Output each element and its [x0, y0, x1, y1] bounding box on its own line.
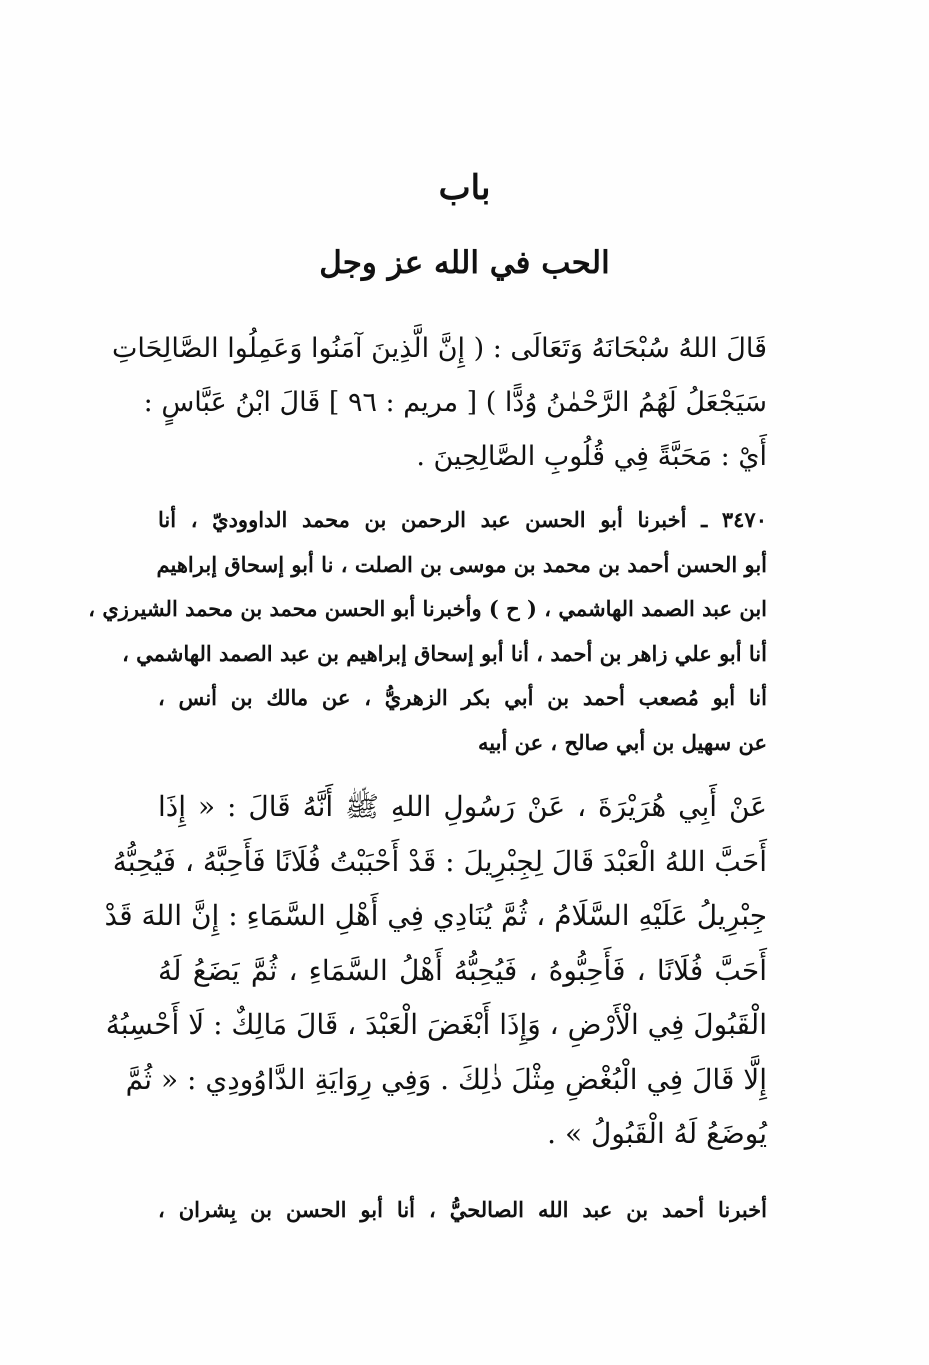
isnad-line: أنا أبو مُصعب أحمد بن أبي بكر الزهريُّ ، عن مالك بن أنس ،	[158, 685, 767, 710]
quran-paragraph	[112, 322, 767, 484]
hadith-paragraph	[104, 780, 767, 1162]
isnad-paragraph	[88, 498, 767, 765]
isnad-line: عن سهيل بن أبي صالح ، عن أبيه	[478, 729, 767, 755]
chapter-label: باب	[438, 168, 491, 208]
quran-line: أَيْ : مَحَبَّةً فِي قُلُوبِ الصَّالِحِينَ .	[416, 441, 767, 472]
isnad-line: ٣٤٧٠ ـ أخبرنا أبو الحسن عبد الرحمن بن محمد الداووديّ ، أنا	[158, 507, 767, 532]
hadith-line: الْقَبُولَ فِي الْأَرْضِ ، وَإِذَا أَبْغَضَ الْعَبْدَ ، قَالَ مَالِكٌ : لَا أَحْسِبُهُ	[105, 1008, 767, 1041]
next-isnad-line: أخبرنا أحمد بن عبد الله الصالحيُّ ، أنا أبو الحسن بن بِشران ،	[158, 1197, 767, 1222]
quran-line: قَالَ اللهُ سُبْحَانَهُ وَتَعَالَى : ( إِنَّ الَّذِينَ آمَنُوا وَعَمِلُوا الصَّالِحَاتِ	[112, 333, 767, 364]
hadith-line: جِبْرِيلُ عَلَيْهِ السَّلَامُ ، ثُمَّ يُنَادِي فِي أَهْلِ السَّمَاءِ : إِنَّ اللهَ قَدْ	[104, 899, 767, 932]
hadith-line: عَنْ أَبِي هُرَيْرَةَ ، عَنْ رَسُولِ اللهِ ﷺ أَنَّهُ قَالَ : « إِذَا	[158, 790, 767, 823]
hadith-line: أَحَبَّ فُلَانًا ، فَأَحِبُّوهُ ، فَيُحِبُّهُ أَهْلُ السَّمَاءِ ، ثُمَّ يَضَعُ لَهُ	[158, 953, 767, 987]
hadith-line: إِلَّا قَالَ فِي الْبُغْضِ مِثْلَ ذٰلِكَ . وَفِي رِوَايَةِ الدَّاوُودِي : « ثُمَّ	[125, 1062, 767, 1096]
hadith-line: يُوضَعُ لَهُ الْقَبُولُ » .	[547, 1117, 767, 1150]
isnad-line: ابن عبد الصمد الهاشمي ، ( ح ) وأخبرنا أبو الحسن محمد بن محمد الشيرزي ،	[88, 596, 767, 621]
hadith-line: أَحَبَّ اللهُ الْعَبْدَ قَالَ لِجِبْرِيلَ : قَدْ أَحْبَبْتُ فُلَانًا فَأَحِبَّهُ ، فَيُحِبُّهُ	[112, 844, 767, 878]
isnad-line: أنا أبو علي زاهر بن أحمد ، أنا أبو إسحاق إبراهيم بن عبد الصمد الهاشمي ،	[122, 640, 767, 666]
isnad-line: أبو الحسن أحمد بن محمد بن موسى بن الصلت ، نا أبو إسحاق إبراهيم	[156, 551, 767, 577]
chapter-title: الحب في الله عز وجل	[319, 245, 610, 281]
next-isnad-paragraph	[158, 1190, 767, 1230]
quran-line: سَيَجْعَلُ لَهُمُ الرَّحْمٰنُ وُدًّا ) [ مريم : ٩٦ ] قَالَ ابْنُ عَبَّاسٍ :	[143, 387, 767, 418]
